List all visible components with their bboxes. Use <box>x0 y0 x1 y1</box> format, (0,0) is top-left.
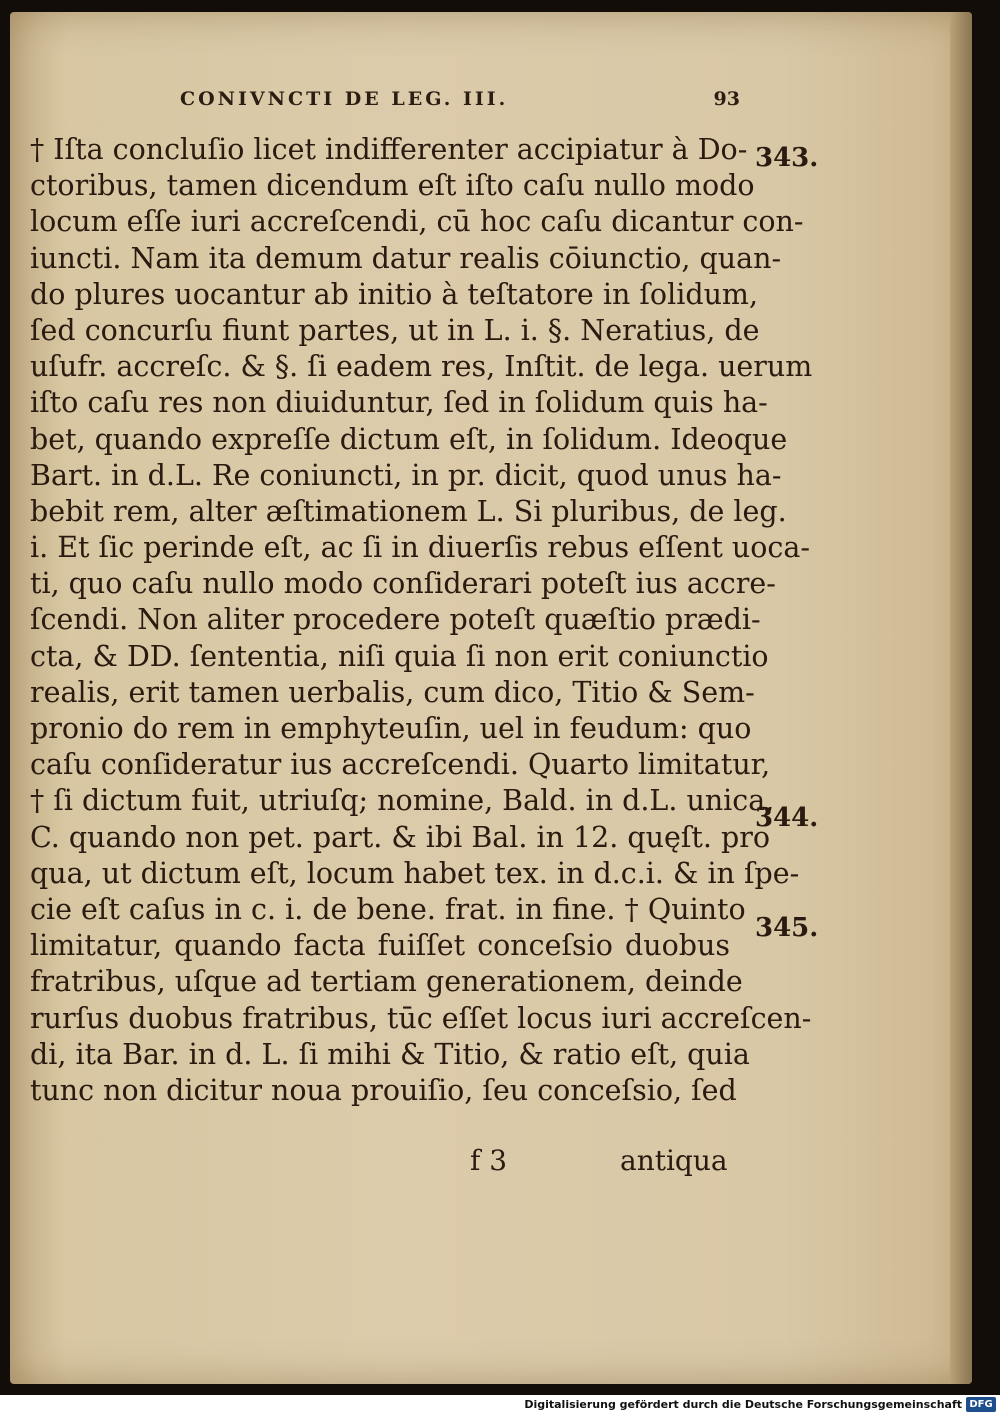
text-line: rurſus duobus fratribus, tūc eſſet locus iuri accreſcen- <box>30 1001 812 1035</box>
dfg-logo: DFG <box>966 1397 996 1412</box>
text-line: tunc non dicitur noua prouiſio, ſeu conceſsio, ſed <box>30 1073 737 1107</box>
text-line: Bart. in d.L. Re coniuncti, in pr. dicit, quod unus ha- <box>30 458 782 492</box>
text-line: qua, ut dictum eſt, locum habet tex. in d.c.i. & in ſpe- <box>30 856 800 890</box>
margin-note-344: 344. <box>755 803 819 833</box>
text-line: cie eſt caſus in c. i. de bene. frat. in fine. † Quinto <box>30 892 746 926</box>
margin-note-343: 343. <box>755 143 819 173</box>
text-line: realis, erit tamen uerbalis, cum dico, Titio & Sem- <box>30 675 755 709</box>
text-line: ſed concurſu fiunt partes, ut in L. i. §. Neratius, de <box>30 313 760 347</box>
text-line: caſu conſideratur ius accreſcendi. Quarto limitatur, <box>30 748 771 782</box>
text-line: † ſi dictum fuit, utriuſq; nomine, Bald. in d.L. unica, <box>30 784 775 818</box>
running-title: CONIVNCTI DE LEG. III. <box>180 88 509 110</box>
text-line: uſufr. accreſc. & §. ſi eadem res, Inſtit. de lega. uerum <box>30 350 813 384</box>
text-line: C. quando non pet. part. & ibi Bal. in 12. quęſt. pro <box>30 820 771 854</box>
funding-credit: Digitalisierung gefördert durch die Deutsche Forschungsgemeinschaft <box>524 1398 962 1411</box>
margin-note-345: 345. <box>755 913 819 943</box>
text-line: limitatur, quando facta fuiſſet conceſsio duobus <box>30 929 730 963</box>
text-line: bet, quando expreſſe dictum eſt, in ſolidum. Ideoque <box>30 422 788 456</box>
text-line: ctoribus, tamen dicendum eſt iſto caſu nullo modo <box>30 169 755 203</box>
text-line: iſto caſu res non diuiduntur, ſed in ſolidum quis ha- <box>30 386 768 420</box>
text-line: do plures uocantur ab initio à teſtatore in ſolidum, <box>30 277 759 311</box>
text-line: bebit rem, alter æſtimationem L. Si pluribus, de leg. <box>30 494 787 528</box>
text-line: ſcendi. Non aliter procedere poteſt quæſtio prædi- <box>30 603 761 637</box>
footer-bar <box>0 1395 1000 1417</box>
signature-mark: f 3 <box>470 1144 508 1177</box>
catchword: antiqua <box>620 1144 728 1177</box>
text-line: iuncti. Nam ita demum datur realis cōiunctio, quan- <box>30 241 782 275</box>
page-edge <box>950 12 972 1384</box>
text-line: ti, quo caſu nullo modo conſiderari poteſt ius accre- <box>30 567 776 601</box>
running-header <box>180 88 740 114</box>
text-line: i. Et ſic perinde eſt, ac ſi in diuerſis rebus eſſent uoca- <box>30 531 810 565</box>
text-line: locum eſſe iuri accreſcendi, cū hoc caſu dicantur con- <box>30 205 804 239</box>
text-line: cta, & DD. ſententia, niſi quia ſi non erit coniunctio <box>30 639 769 673</box>
text-line: fratribus, uſque ad tertiam generationem, deinde <box>30 965 743 999</box>
text-line: pronio do rem in emphyteuſin, uel in feudum: quo <box>30 712 752 745</box>
page-number: 93 <box>713 88 740 110</box>
text-line: † Iſta concluſio licet indifferenter accipiatur à Do- <box>30 133 748 166</box>
text-line: di, ita Bar. in d. L. ſi mihi & Titio, & ratio eſt, quia <box>30 1037 750 1071</box>
